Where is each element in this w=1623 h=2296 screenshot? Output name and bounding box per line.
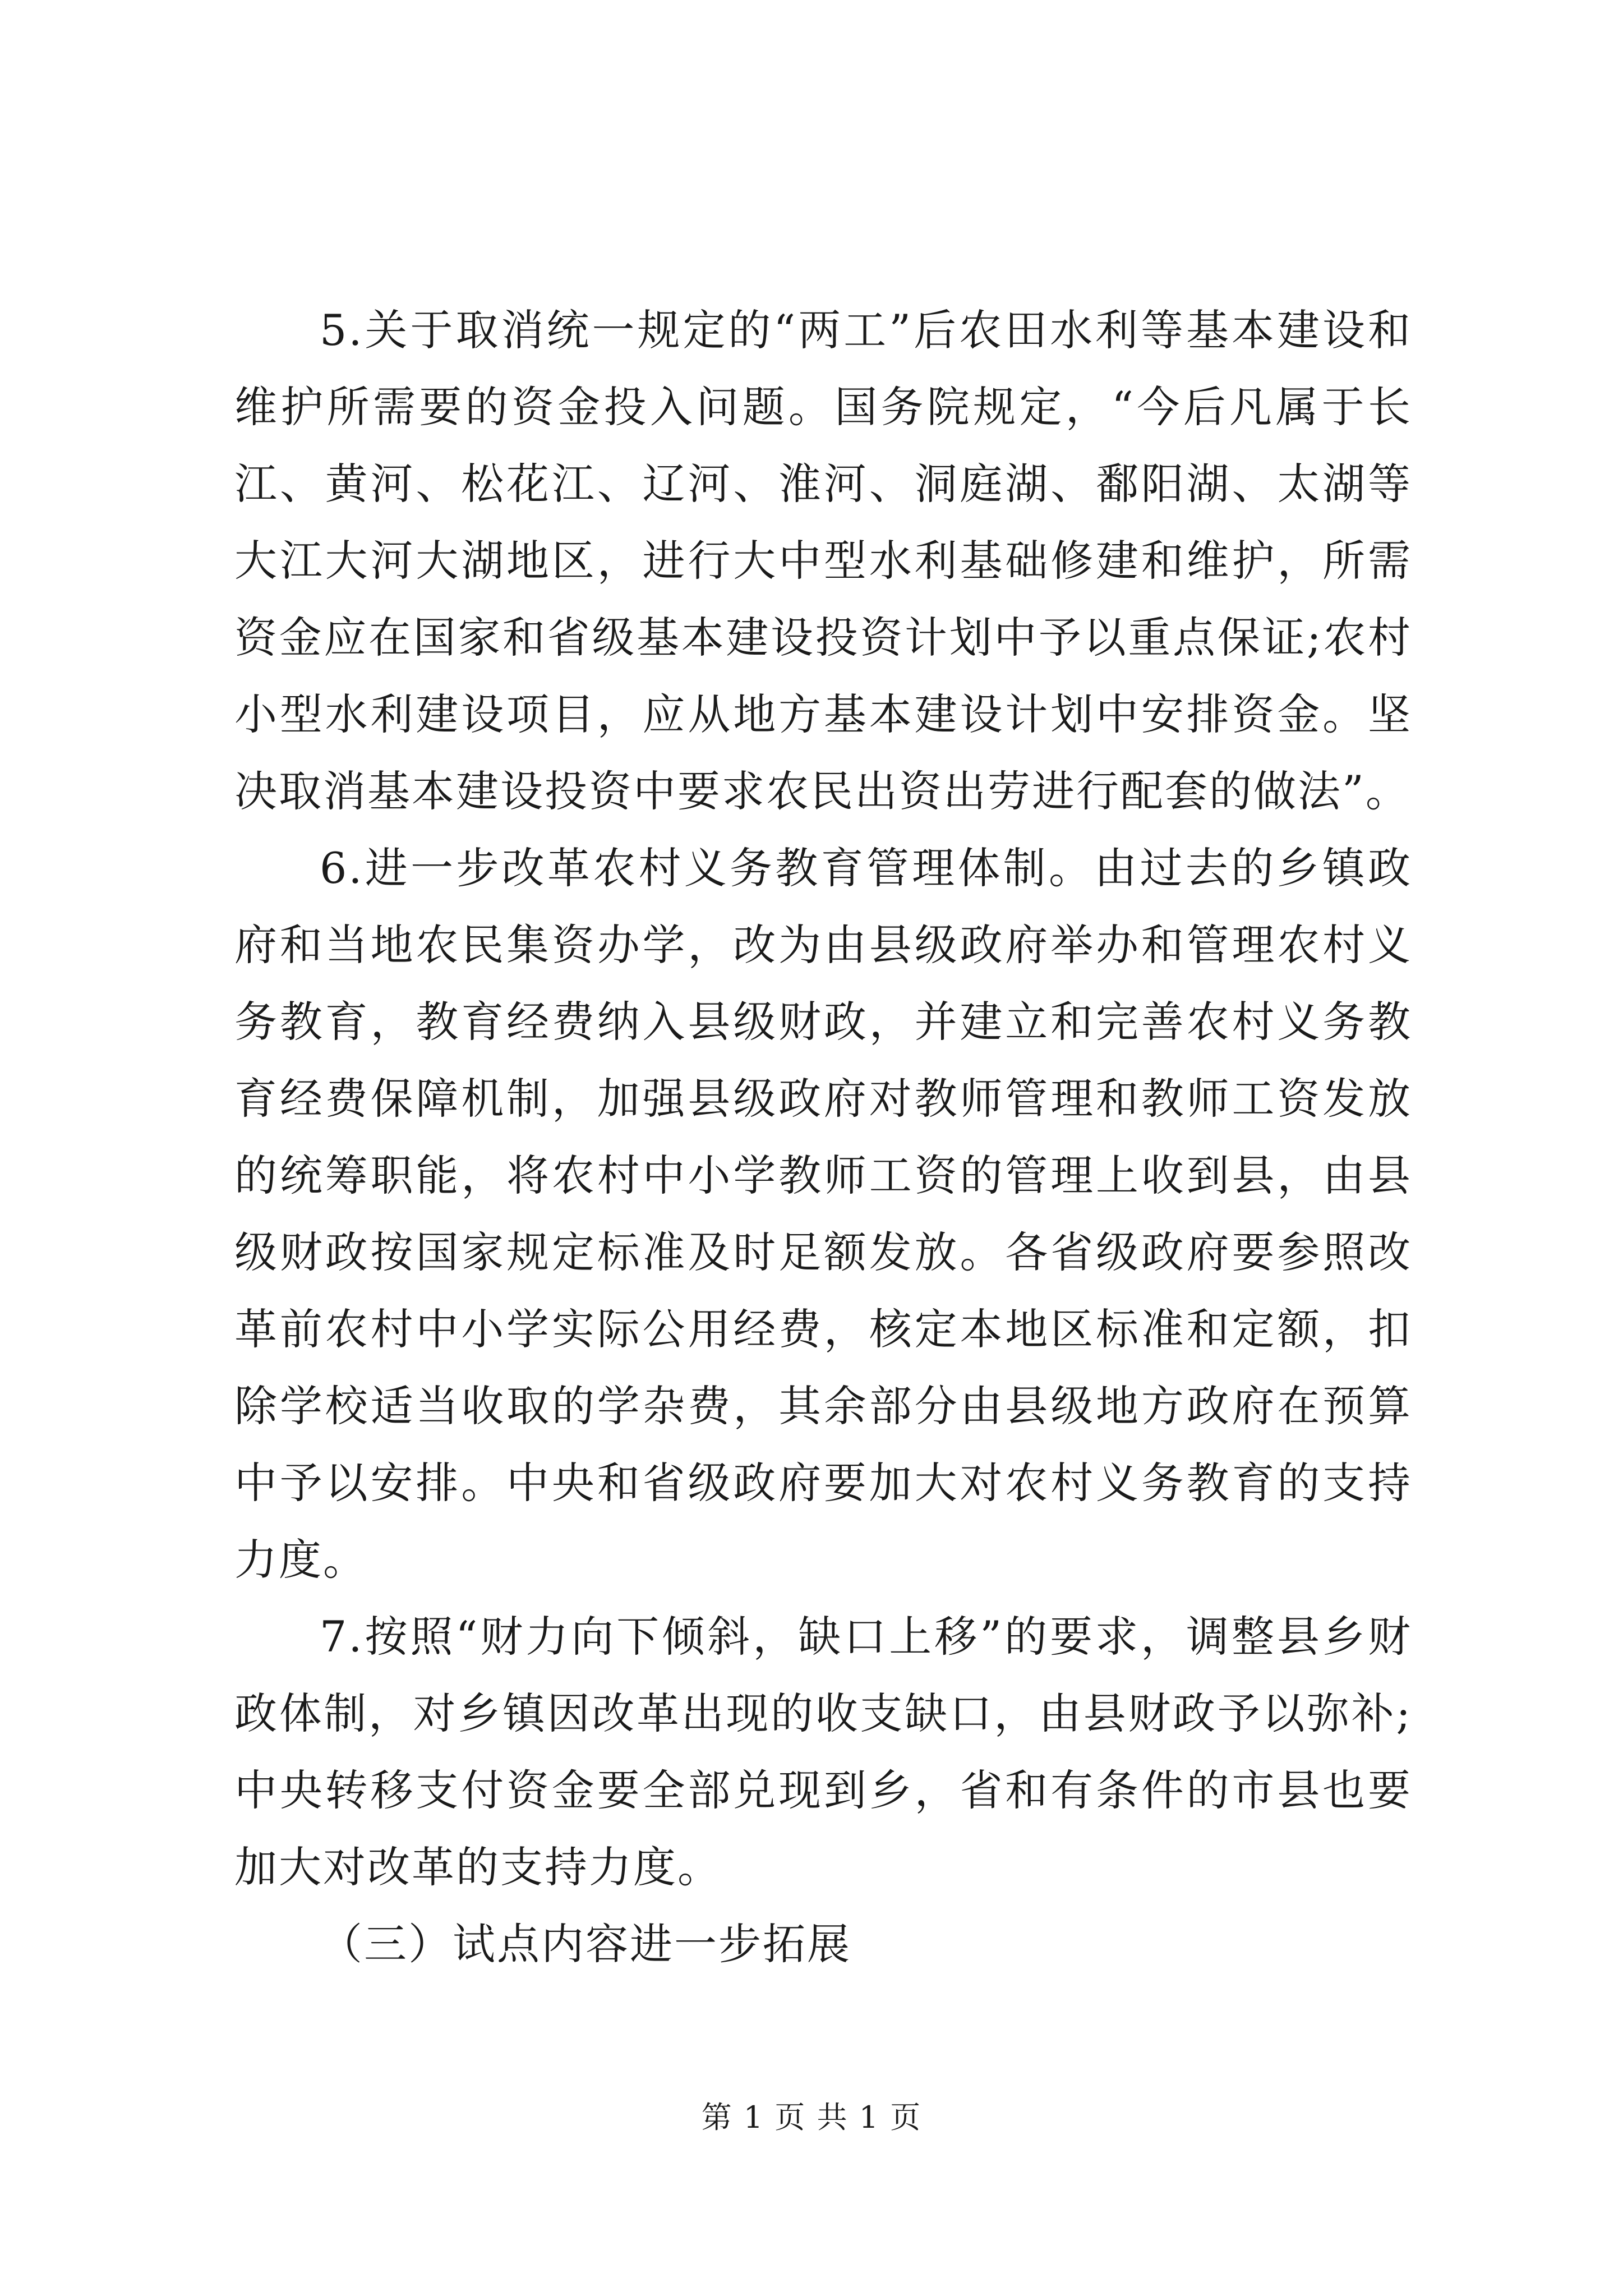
document-body xyxy=(234,292,1412,1982)
section-heading: （三）试点内容进一步拓展 xyxy=(320,1919,851,1969)
page-footer: 第 1 页 共 1 页 xyxy=(701,2100,922,2135)
paragraph-item-5: 5.关于取消统一规定的“两工”后农田水利等基本建设和维护所需要的资金投入问题。国务院规定，“今后凡属于长江、黄河、松花江、辽河、淮河、洞庭湖、鄱阳湖、太湖等大江大河大湖地区，进行大中型水利基础修建和维护，所需资金应在国家和省级基本建设投资计划中予以重点保证;农村小型水利建设项目，应从地方基本建设计划中安排资金。坚决取消基本建设投资中要求农民出资出劳进行配套的做法”。 xyxy=(234,305,1412,816)
paragraph-item-6: 6.进一步改革农村义务教育管理体制。由过去的乡镇政府和当地农民集资办学，改为由县级政府举办和管理农村义务教育，教育经费纳入县级财政，并建立和完善农村义务教育经费保障机制，加强县级政府对教师管理和教师工资发放的统筹职能，将农村中小学教师工资的管理上收到县，由县级财政按国家规定标准及时足额发放。各省级政府要参照改革前农村中小学实际公用经费，核定本地区标准和定额，扣除学校适当收取的学杂费，其余部分由县级地方政府在预算中予以安排。中央和省级政府要加大对农村义务教育的支持力度。 xyxy=(234,843,1412,1585)
paragraph-item-7: 7.按照“财力向下倾斜，缺口上移”的要求，调整县乡财政体制，对乡镇因改革出现的收支缺口，由县财政予以弥补;中央转移支付资金要全部兑现到乡，省和有条件的市县也要加大对改革的支持力度。 xyxy=(234,1612,1412,1892)
